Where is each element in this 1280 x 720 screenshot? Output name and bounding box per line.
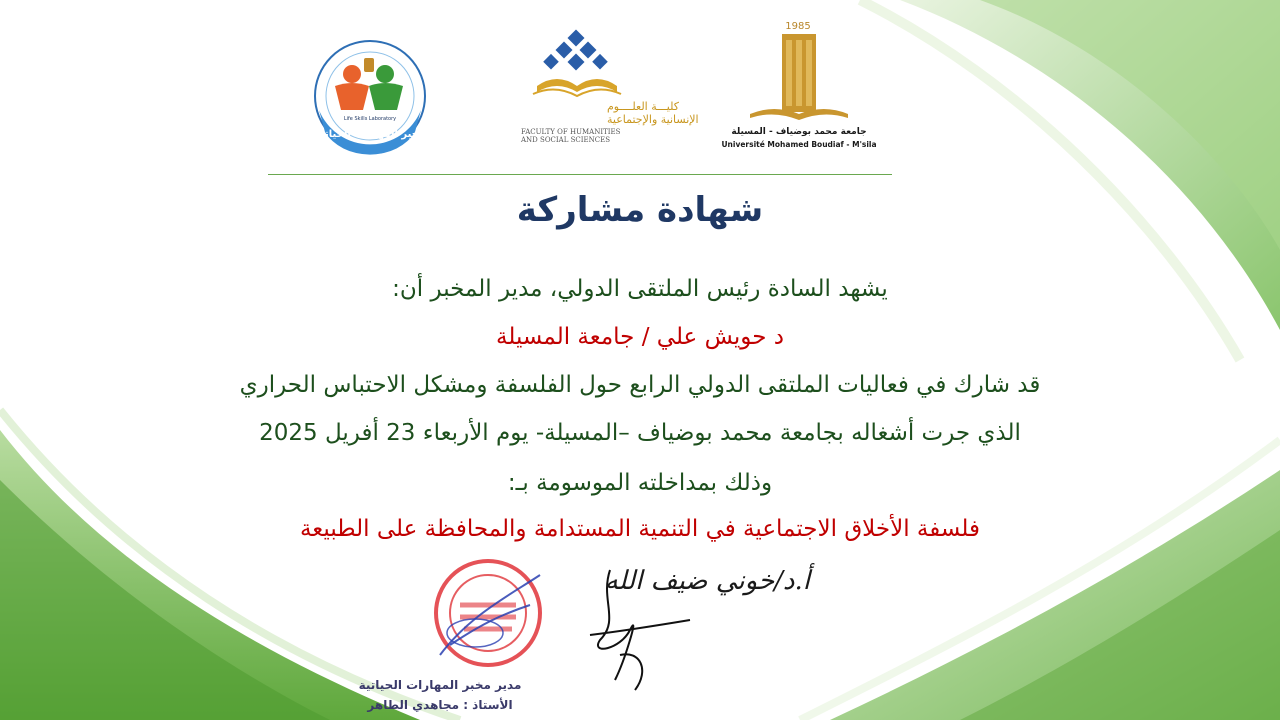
participation-line: قد شارك في فعاليات الملتقى الدولي الرابع حول الفلسفة ومشكل الاحتباس الحراري [239,372,1041,398]
stamp-caption-name: الأستاذ : مجاهدي الطاهر [367,698,513,712]
event-location-date: الذي جرت أشغاله بجامعة محمد بوضياف –المسيلة- يوم الأربعاء 23 أفريل 2025 [259,420,1021,446]
signer-name: أ.د/خوني ضيف الله [604,566,810,596]
faculty-name-en-2: AND SOCIAL SCIENCES [521,136,611,144]
lab-logo-subtitle: Life Skills Laboratory [343,116,397,122]
paper-title: فلسفة الأخلاق الاجتماعية في التنمية المستدامة والمحافظة على الطبيعة [299,516,981,542]
attestation-line: يشهد السادة رئيس الملتقى الدولي، مدير المخبر أن: [392,276,888,302]
university-founding-year: 1985 [785,21,811,32]
header-divider [268,174,892,175]
university-name-ar: جامعة محمد بوضياف - المسيلة [731,127,867,137]
life-skills-lab-logo [305,40,435,152]
faculty-name-ar-2: الإنسانية والإجتماعية [607,113,699,126]
stamp-caption-title: مدير مخبر المهارات الحياتية [358,678,522,692]
university-logo [710,18,880,154]
certificate-title: شهادة مشاركة [516,190,764,230]
intervention-intro: وذلك بمداخلته الموسومة بـ: [507,470,773,496]
faculty-name-ar-1: كليـــة العلــــوم [607,100,679,113]
official-stamp [420,555,560,675]
faculty-logo [515,28,699,148]
lab-logo-name: مخبر المهارات الحياتية [314,129,426,140]
participant-name: د حويش علي / جامعة المسيلة [496,324,784,350]
university-name-fr: Université Mohamed Boudiaf - M'sila [721,140,877,149]
faculty-name-en-1: FACULTY OF HUMANITIES [521,128,621,136]
